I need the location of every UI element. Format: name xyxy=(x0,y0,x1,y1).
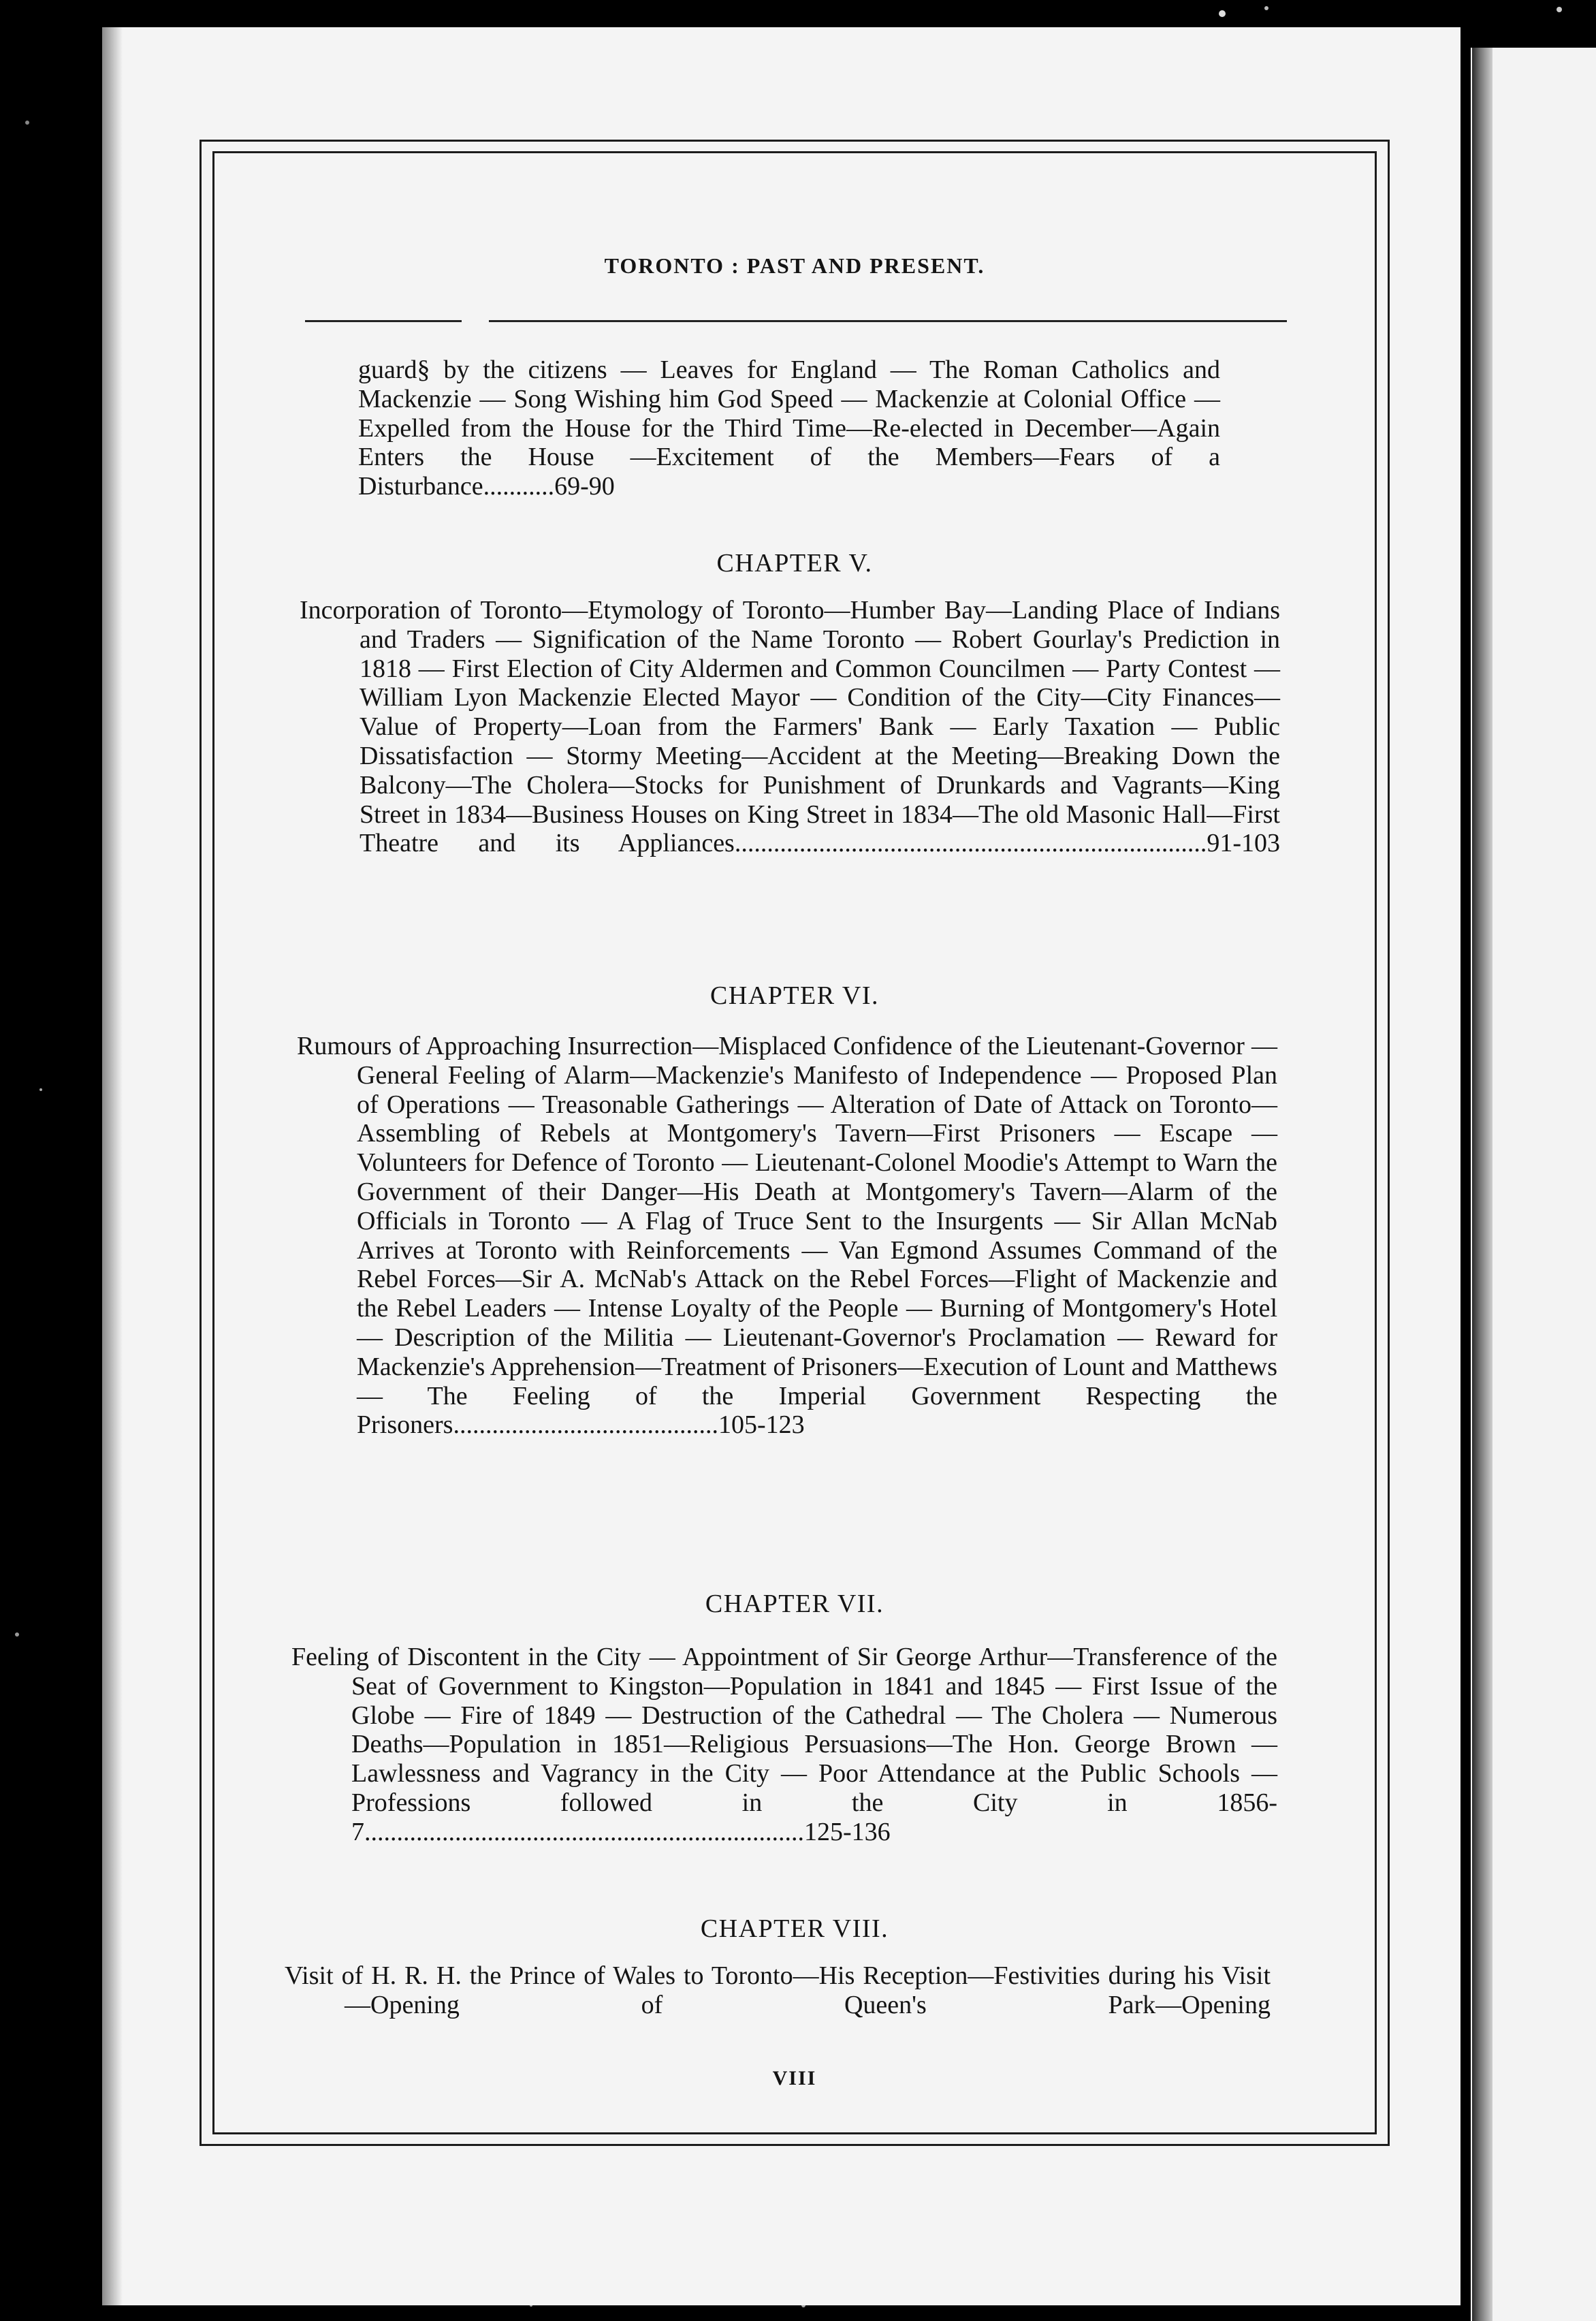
page-number: VIII xyxy=(772,2067,817,2089)
chapter-heading: CHAPTER VIII. xyxy=(700,1914,889,1943)
page-gutter xyxy=(1472,48,1493,2321)
toc-entry xyxy=(300,596,1280,858)
toc-entry-text: Incorporation of Toronto—Etymology of Toronto—Humber Bay—Landing Place of Indians and Traders — Signification of the Name Toronto — Robert Gourlay's Prediction in 1818 — First Election of City Aldermen and Common Councilmen — Party Contest — William Lyon Mackenzie Elected Mayor — Condition of the City—City Finances—Value of Property—Loan from the Farmers' Bank — Early Taxation — Public Dissatisfaction — Stormy Meeting—Accident at the Meeting—Breaking Down the Balcony—The Cholera—Stocks for Punishment of Drunkards and Vagrants—King Street in 1834—Business Houses on King Street in 1834—The old Masonic Hall—First Theatre and its Appliances......................................................................... xyxy=(300,596,1280,858)
toc-entry-pages: 69-90 xyxy=(554,472,615,501)
toc-entry xyxy=(291,1643,1277,1847)
toc-entry-pages: 91-103 xyxy=(1207,829,1280,858)
toc-entry-pages: 125-136 xyxy=(804,1817,891,1846)
toc-entry xyxy=(297,1032,1277,1440)
head-rule-left xyxy=(305,320,462,322)
toc-entry xyxy=(285,1961,1271,2020)
toc-entry-text: Visit of H. R. H. the Prince of Wales to Toronto—His Reception—Festivities during his Visit—Opening of Queen's Park—Opening xyxy=(285,1961,1271,2019)
head-rule-right xyxy=(489,320,1287,322)
toc-entry-pages: 105-123 xyxy=(718,1410,805,1440)
toc-entry-text: Feeling of Discontent in the City — Appointment of Sir George Arthur—Transference of the Seat of Government to Kingston—Population in 1841 and 1845 — First Issue of the Globe — Fire of 1849 — Destruction of the Cathedral — The Cholera — Numerous Deaths—Population in 1851—Religious Persuasions—The Hon. George Brown — Lawlessness and Vagrancy in the City — Poor Attendance at the Public Schools — Professions followed in the City in 1856-7.................................................................... xyxy=(291,1643,1277,1846)
toc-entry-text: Rumours of Approaching Insurrection—Misplaced Confidence of the Lieutenant-Governor — General Feeling of Alarm—Mackenzie's Manifesto of Independence — Proposed Plan of Operations — Treasonable Gatherings — Alteration of Date of Attack on Toronto—Assembling of Rebels at Montgomery's Tavern—First Prisoners — Escape — Volunteers for Defence of Toronto — Lieutenant-Colonel Moodie's Attempt to Warn the Government of their Danger—His Death at Montgomery's Tavern—Alarm of the Officials in Toronto — A Flag of Truce Sent to the Insurgents — Sir Allan McNab Arrives at Toronto with Reinforcements — Van Egmond Assumes Command of the Rebel Forces—Sir A. McNab's Attack on the Rebel Forces—Flight of Mackenzie and the Rebel Leaders — Intense Loyalty of the People — Burning of Montgomery's Hotel — Description of the Militia — Lieutenant-Governor's Proclamation — Reward for Mackenzie's Apprehension—Treatment of Prisoners—Execution of Lount and Matthews — The Feeling of the Imperial Government Respecting the Prisoners......................................... xyxy=(297,1032,1277,1440)
toc-entry-continuation xyxy=(358,356,1220,501)
adjacent-page-edge xyxy=(1471,48,1596,2321)
running-head: TORONTO : PAST AND PRESENT. xyxy=(604,253,985,278)
chapter-heading: CHAPTER VI. xyxy=(709,981,880,1010)
chapter-heading: CHAPTER VII. xyxy=(705,1590,884,1618)
page-shadow xyxy=(102,27,123,2305)
toc-entry-text: guard§ by the citizens — Leaves for England — The Roman Catholics and Mackenzie — Song Wishing him God Speed — Mackenzie at Colonial Office — Expelled from the House for the Third Time—Re-elected in December—Again Enters the House —Excitement of the Members—Fears of a Disturbance........... xyxy=(358,356,1220,501)
chapter-heading: CHAPTER V. xyxy=(716,549,873,578)
